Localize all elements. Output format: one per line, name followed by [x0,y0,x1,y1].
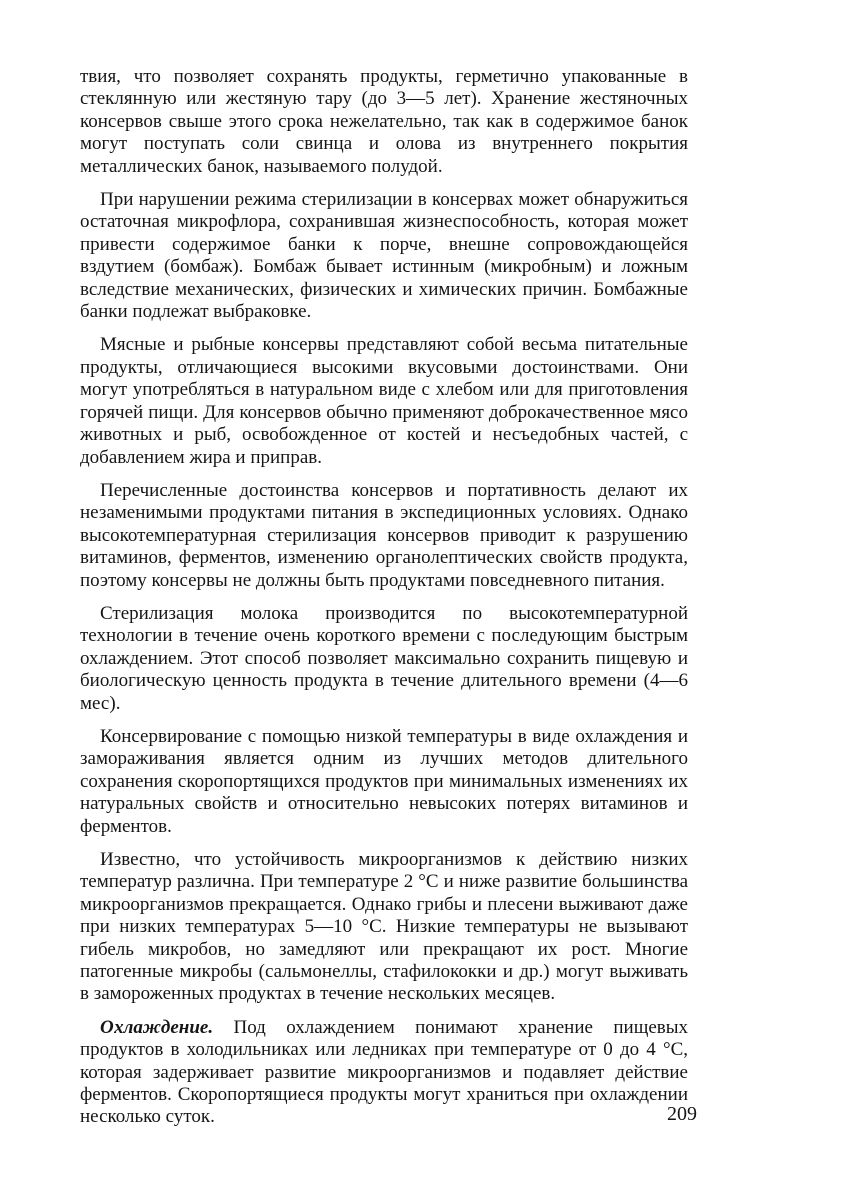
paragraph-cooling-text: Под охлаждением понимают хранение пищевых продуктов в холодильниках или ледниках при температуре от 0 до 4 °С, которая задерживает развитие микроорганизмов и подавляет действие ферментов. Скоропортящиеся продукты могут храниться при охлаждении несколько суток. [80,1016,688,1128]
paragraph-low-temperature-preservation: Консервирование с помощью низкой температуры в виде охлаждения и замораживания является одним из лучших методов длительного сохранения скоропортящихся продуктов при минимальных изменениях их натуральных свойств и относительно невысоких потерях витаминов и ферментов. [80,725,688,837]
paragraph-sterilization-bombage: При нарушении режима стерилизации в консервах может обнаружиться остаточная микрофлора, сохранившая жизнеспособность, которая может привести содержимое банки к порче, внешне сопровождающейся вздутием (бомбаж). Бомбаж бывает истинным (микробным) и ложным вследствие механических, физических и химических причин. Бомбажные банки подлежат выбраковке. [80,189,688,323]
paragraph-milk-sterilization: Стерилизация молока производится по высокотемпературной технологии в течение очень короткого времени с последующим быстрым охлаждением. Этот способ позволяет максимально сохранить пищевую и биологическую ценность продукта в течение длительного времени (4—6 мес). [80,602,688,714]
paragraph-microorganism-resistance: Известно, что устойчивость микроорганизмов к действию низких температур различна. При температуре 2 °С и ниже развитие большинства микроорганизмов прекращается. Однако грибы и плесени выживают даже при низких температурах 5—10 °С. Низкие температуры не вызывают гибель микробов, но замедляют или прекращают их рост. Многие патогенные микробы (сальмонеллы, стафилококки и др.) могут выживать в замороженных продуктах в течение нескольких месяцев. [80,849,688,1005]
page-number: 209 [667,1103,697,1125]
paragraph-canned-storage: твия, что позволяет сохранять продукты, герметично упакованные в стеклянную или жестяную тару (до 3—5 лет). Хранение жестяночных консервов свыше этого срока нежелательно, так как в содержимое банок могут поступать соли свинца и олова из внутреннего покрытия металлических банок, называемого полудой. [80,66,688,177]
paragraph-cooling [80,1017,688,1129]
term-cooling: Охлаждение. [100,1016,214,1038]
paragraph-expedition-conditions: Перечисленные достоинства консервов и портативность делают их незаменимыми продуктами питания в экспедиционных условиях. Однако высокотемпературная стерилизация консервов приводит к разрушению витаминов, ферментов, изменению органолептических свойств продукта, поэтому консервы не должны быть продуктами повседневного питания. [80,479,688,591]
paragraph-meat-fish-canned: Мясные и рыбные консервы представляют собой весьма питательные продукты, отличающиеся высокими вкусовыми достоинствами. Они могут употребляться в натуральном виде с хлебом или для приготовления горячей пищи. Для консервов обычно применяют доброкачественное мясо животных и рыб, освобожденное от костей и несъедобных частей, с добавлением жира и приправ. [80,334,688,468]
body-text [80,66,688,1129]
